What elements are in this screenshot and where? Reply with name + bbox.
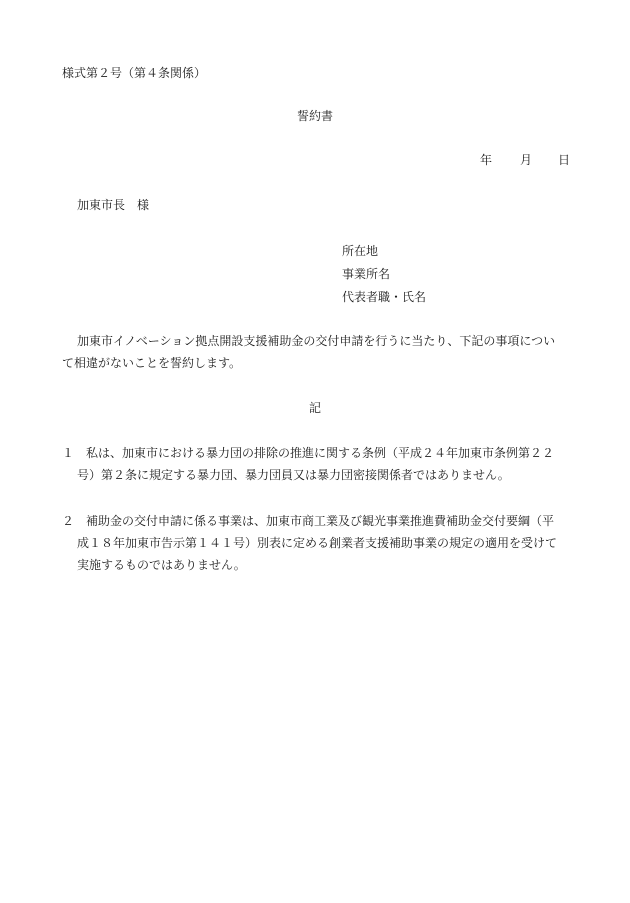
document-title: 誓約書 xyxy=(296,109,333,123)
item-line: １ 私は、加東市における暴力団の排除の推進に関する条例（平成２４年加東市条例第２２ xyxy=(62,446,555,460)
item-line: 号）第２条に規定する暴力団、暴力団員又は暴力団密接関係者ではありません。 xyxy=(77,468,510,482)
item-line: ２ 補助金の交付申請に係る事業は、加東市商工業及び観光事業推進費補助金交付要綱（平 xyxy=(62,514,555,528)
intro-line: て相違がないことを誓約します。 xyxy=(62,356,242,370)
date-year: 年 xyxy=(480,153,493,167)
item-line: 成１８年加東市告示第１４１号）別表に定める創業者支援補助事業の規定の適用を受けて xyxy=(77,536,558,550)
addressee: 加東市長 様 xyxy=(77,198,150,212)
item-line: 実施するものではありません。 xyxy=(77,558,246,572)
date-day: 日 xyxy=(558,153,571,167)
ki-heading: 記 xyxy=(308,401,321,415)
applicant-address-label: 所在地 xyxy=(342,244,379,258)
date-month: 月 xyxy=(520,153,533,167)
applicant-representative-label: 代表者職・氏名 xyxy=(342,290,427,304)
intro-line: 加東市イノベーション拠点開設支援補助金の交付申請を行うに当たり、下記の事項につい xyxy=(77,334,556,348)
form-number-label: 様式第２号（第４条関係） xyxy=(62,66,207,80)
applicant-office-label: 事業所名 xyxy=(342,267,391,281)
